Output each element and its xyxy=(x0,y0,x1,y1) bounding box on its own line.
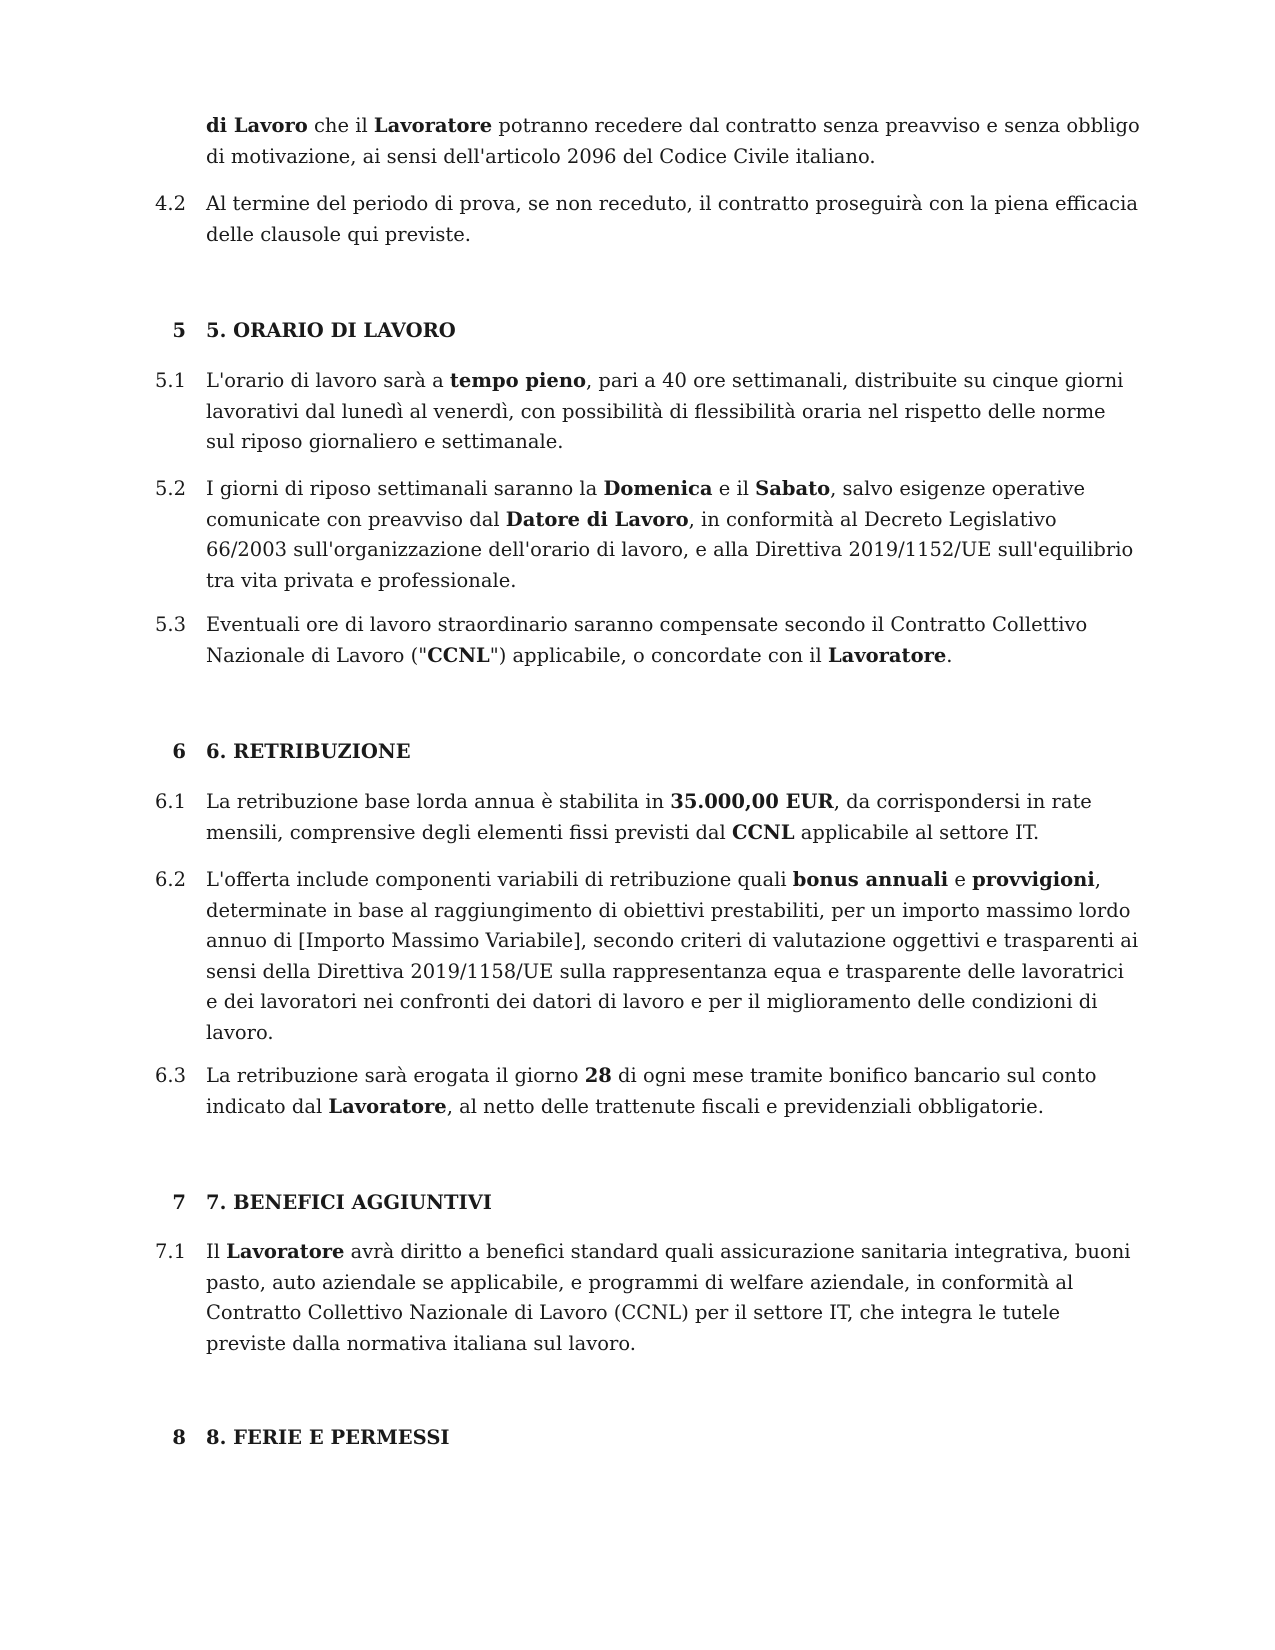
clause-number: 7.1 xyxy=(154,1240,186,1263)
bold-term: Lavoratore xyxy=(827,643,947,667)
section-title: 8. FERIE E PERMESSI xyxy=(206,1426,450,1449)
clause-number: 6.2 xyxy=(154,868,186,891)
clause-text: Eventuali ore di lavoro straordinario saranno compensate secondo il Contratto Collettivo Nazionale di Lavoro ("CCNL") applicabile, o concordate con il Lavoratore. xyxy=(206,613,1088,667)
clause-number: 5.1 xyxy=(154,369,186,392)
clause-number: 5.3 xyxy=(154,613,186,636)
clause-number: 6.1 xyxy=(154,790,186,813)
clause-text: di Lavoro che il Lavoratore potranno recedere dal contratto senza preavviso e senza obbligo di motivazione, ai sensi dell'articolo 2096 del Codice Civile italiano. xyxy=(206,114,1140,168)
clause-text: L'offerta include componenti variabili di retribuzione quali bonus annuali e provvigioni, determinate in base al raggiungimento di obiettivi prestabiliti, per un importo massimo lordo annuo di [Importo Massimo Variabile], secondo criteri di valutazione oggettivi e trasparenti ai sensi della Direttiva 2019/1158/UE sulla rappresentanza equa e trasparente delle lavoratrici e dei lavoratori nei confronti dei datori di lavoro e per il miglioramento delle condizioni di lavoro. xyxy=(206,868,1139,1044)
bold-term: bonus annuali xyxy=(792,868,949,891)
bold-term: di Lavoro xyxy=(206,114,308,137)
clause-text: Il Lavoratore avrà diritto a benefici standard quali assicurazione sanitaria integrativa, buoni pasto, auto aziendale se applicabile, e programmi di welfare aziendale, in conformità al Contratto Collettivo Nazionale di Lavoro (CCNL) per il settore IT, che integra le tutele previste dalla normativa italiana sul lavoro. xyxy=(206,1240,1131,1355)
bold-term: CCNL xyxy=(427,643,490,667)
clause-text: La retribuzione base lorda annua è stabilita in 35.000,00 EUR, da corrispondersi in rate mensili, comprensive degli elementi fissi previsti dal CCNL applicabile al settore IT. xyxy=(206,790,1092,844)
bold-term: provvigioni xyxy=(972,868,1095,891)
clause-number: 5.2 xyxy=(154,477,186,500)
section-title: 6. RETRIBUZIONE xyxy=(206,740,411,763)
bold-term: Lavoratore xyxy=(373,114,493,137)
bold-term: Sabato xyxy=(755,477,831,500)
clause-text: I giorni di riposo settimanali saranno la Domenica e il Sabato, salvo esigenze operative comunicate con preavviso dal Datore di Lavoro, in conformità al Decreto Legislativo 66/2003 sull'organizzazione dell'orario di lavoro, e alla Direttiva 2019/1152/UE sull'equilibrio tra vita privata e professionale. xyxy=(206,477,1134,592)
bold-term: tempo pieno xyxy=(449,369,587,392)
section-title: 5. ORARIO DI LAVORO xyxy=(206,319,456,342)
section-number: 6 xyxy=(172,740,186,763)
bold-term: 35.000,00 EUR xyxy=(670,790,834,813)
bold-term: Lavoratore xyxy=(226,1240,345,1263)
bold-term: Domenica xyxy=(603,477,713,500)
clause-number: 4.2 xyxy=(154,192,186,215)
clause-number: 6.3 xyxy=(154,1064,186,1087)
section-number: 7 xyxy=(172,1191,186,1214)
bold-term: 28 xyxy=(584,1064,612,1087)
bold-term: CCNL xyxy=(732,820,795,844)
section-title: 7. BENEFICI AGGIUNTIVI xyxy=(206,1191,492,1214)
bold-term: Datore di Lavoro xyxy=(505,507,689,531)
clause-text: Al termine del periodo di prova, se non receduto, il contratto proseguirà con la piena efficacia delle clausole qui previste. xyxy=(206,192,1138,246)
section-number: 5 xyxy=(172,319,186,342)
bold-term: Lavoratore xyxy=(328,1094,447,1118)
section-number: 8 xyxy=(172,1426,186,1449)
clause-text: La retribuzione sarà erogata il giorno 28 di ogni mese tramite bonifico bancario sul conto indicato dal Lavoratore, al netto delle trattenute fiscali e previdenziali obbligatorie. xyxy=(206,1064,1097,1118)
clause-text: L'orario di lavoro sarà a tempo pieno, pari a 40 ore settimanali, distribuite su cinque giorni lavorativi dal lunedì al venerdì, con possibilità di flessibilità oraria nel rispetto delle norme sul riposo giornaliero e settimanale. xyxy=(206,369,1124,453)
